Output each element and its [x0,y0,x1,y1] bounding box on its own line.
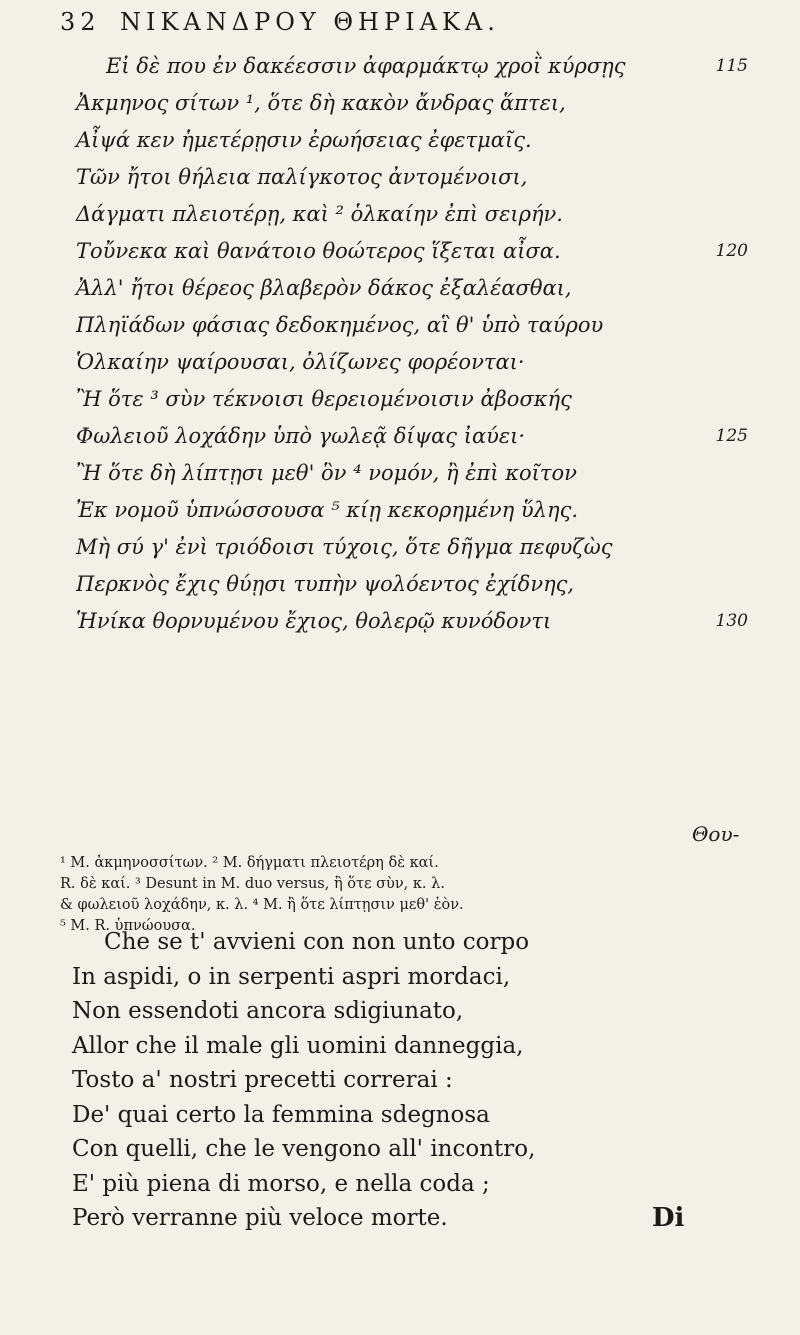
line-number: 130 [715,611,748,631]
line-number: 125 [715,426,748,446]
verse-line: Ὁλκαίην ψαίρουσαι, ὀλίζωνες φορέονται· [76,350,525,374]
translation-line: Che se t' avvieni con non unto corpo [104,929,530,955]
verse-line: Δάγματι πλειοτέρῃ, καὶ ² ὁλκαίην ἐπὶ σειρήν. [76,202,563,226]
page-number: 32 [60,8,101,36]
translation-line: Non essendoti ancora sdigiunato, [72,998,464,1024]
line-number: 115 [715,56,748,76]
translation-line: Però verranne più veloce morte. [72,1205,448,1231]
verse-line: Ἀλλ' ἤτοι θέρεος βλαβερὸν δάκος ἐξαλέασθαι, [76,276,572,300]
verse-line: Εἰ δὲ που ἐν δακέεσσιν ἀφαρμάκτῳ χροῒ κύρσῃς [106,54,626,78]
footer-catchword: Di [652,1203,685,1233]
verse-line: Ἐκ νομοῦ ὑπνώσσουσα ⁵ κίῃ κεκορημένη ὕλης. [76,498,579,522]
translation-line: De' quai certo la femmina sdegnosa [72,1101,490,1128]
verse-line: Μὴ σύ γ' ἐνὶ τριόδοισι τύχοις, ὅτε δῆγμα πεφυζὼς [76,535,613,559]
translation-line: In aspidi, o in serpenti aspri mordaci, [72,963,511,990]
footnote-line: & φωλειοῦ λοχάδην, κ. λ. ⁴ M. ἢ ὅτε λίπτῃσιν μεθ' ἑὸν. [60,897,464,913]
footnote-line: ⁵ M. R. ὑπνώουσα. [60,918,196,934]
italian-translation [72,925,762,1236]
greek-catchword: Θου- [692,822,740,846]
verse-line: Περκνὸς ἔχις θύῃσι τυπὴν ψολόεντος ἐχίδνης, [76,572,575,596]
greek-verses [50,48,750,640]
page-header [60,8,680,44]
verse-line: Ἢ ὅτε δὴ λίπτῃσι μεθ' ὃν ⁴ νομόν, ἢ ἐπὶ κοῖτον [76,461,577,485]
verse-line: Ἡνίκα θορνυμένου ἔχιος, θολερῷ κυνόδοντι [76,609,552,633]
verse-line: Πληϊάδων φάσιας δεδοκημένος, αἳ θ' ὑπὸ ταύρου [76,313,604,337]
running-title: ΝΙΚΑΝΔΡΟΥ ΘΗΡΙΑΚΑ. [120,8,500,36]
translation-line: Con quelli, che le vengono all' incontro, [72,1136,536,1162]
verse-line: Αἶψά κεν ἡμετέρῃσιν ἐρωήσειας ἐφετμαῖς. [76,128,532,152]
footnote-line: R. δὲ καί. ³ Desunt in M. duo versus, ἢ ὅτε σὺν, κ. λ. [60,876,445,892]
verse-line: Τῶν ἤτοι θήλεια παλίγκοτος ἀντομένοισι, [76,165,528,189]
translation-line: E' più piena di morso, e nella coda ; [72,1170,490,1197]
footnote-line: ¹ M. ἀκμηνοσσίτων. ² M. δήγματι πλειοτέρη δὲ καί. [60,855,439,871]
translation-line: Allor che il male gli uomini danneggia, [72,1032,524,1059]
verse-line: Φωλειοῦ λοχάδην ὑπὸ γωλεᾷ δίψας ἰαύει· [76,424,526,448]
line-number: 120 [715,241,748,261]
translation-line: Tosto a' nostri precetti correrai : [72,1067,453,1093]
verse-line: Ἢ ὅτε ³ σὺν τέκνοισι θερειομένοισιν ἀβοσκής [76,387,572,411]
verse-line: Ἀκμηνος σίτων ¹, ὅτε δὴ κακὸν ἄνδρας ἅπτει, [76,91,566,115]
verse-line: Τοὔνεκα καὶ θανάτοιο θοώτερος ἵξεται αἶσα. [76,239,561,263]
